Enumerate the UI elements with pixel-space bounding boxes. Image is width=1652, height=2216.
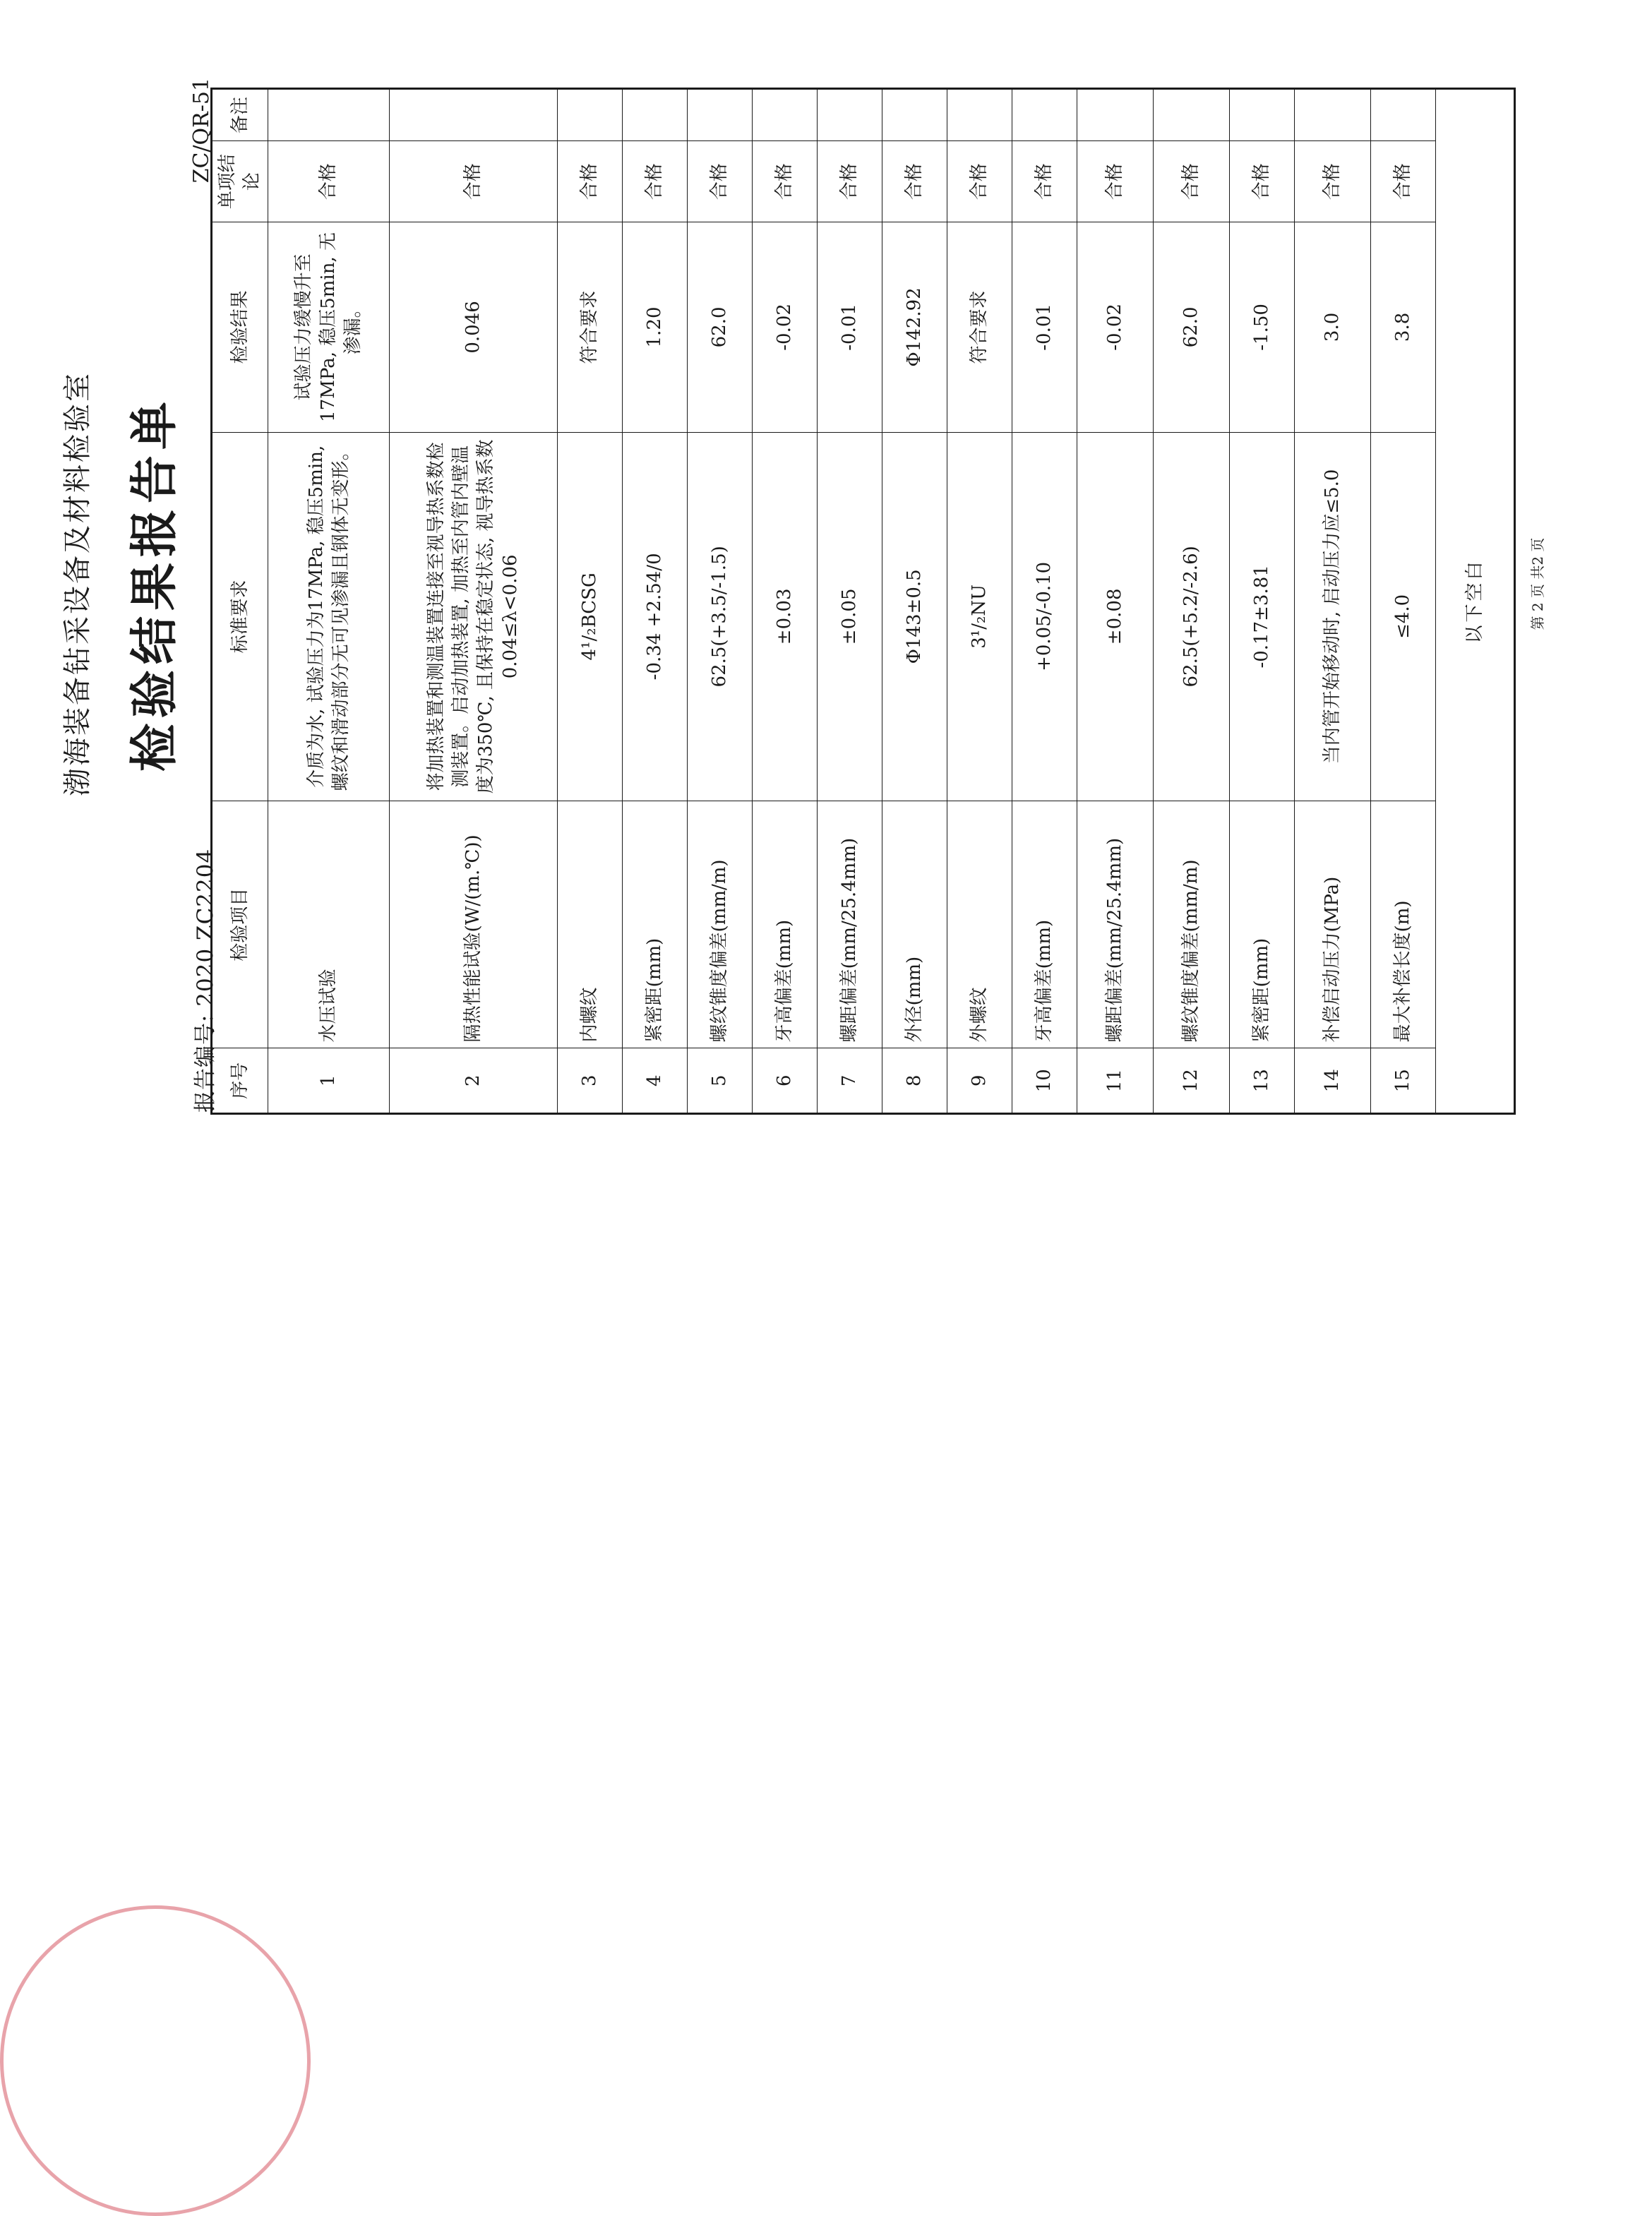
row-conclusion: 合格 xyxy=(818,141,882,222)
form-code: ZC/QR-51 xyxy=(189,78,214,184)
row-remark xyxy=(947,89,1012,141)
row-conclusion: 合格 xyxy=(1371,141,1436,222)
column-header-standard: 标准要求 xyxy=(212,432,268,801)
row-item: 牙高偏差(mm) xyxy=(753,801,818,1048)
row-remark xyxy=(818,89,882,141)
row-item: 螺距偏差(mm/25.4mm) xyxy=(1077,801,1154,1048)
row-standard: ≤4.0 xyxy=(1371,432,1436,801)
row-standard: ±0.08 xyxy=(1077,432,1154,801)
table-row xyxy=(268,89,390,1114)
row-remark xyxy=(1154,89,1230,141)
row-seq: 7 xyxy=(818,1048,882,1114)
row-seq: 11 xyxy=(1077,1048,1154,1114)
official-seal-stamp xyxy=(0,1905,311,2216)
row-conclusion: 合格 xyxy=(1154,141,1230,222)
column-header-result: 检验结果 xyxy=(212,222,268,433)
row-result: 3.8 xyxy=(1371,222,1436,433)
row-conclusion: 合格 xyxy=(268,141,390,222)
row-seq: 5 xyxy=(688,1048,753,1114)
row-remark xyxy=(1077,89,1154,141)
row-result: Φ142.92 xyxy=(882,222,947,433)
row-remark xyxy=(390,89,558,141)
row-remark xyxy=(1295,89,1371,141)
row-result: 1.20 xyxy=(623,222,688,433)
row-item: 螺纹锥度偏差(mm/m) xyxy=(1154,801,1230,1048)
row-seq: 1 xyxy=(268,1048,390,1114)
row-seq: 2 xyxy=(390,1048,558,1114)
row-remark xyxy=(558,89,623,141)
row-seq: 15 xyxy=(1371,1048,1436,1114)
column-header-item: 检验项目 xyxy=(212,801,268,1048)
row-standard: 4¹/₂BCSG xyxy=(558,432,623,801)
row-conclusion: 合格 xyxy=(753,141,818,222)
table-row xyxy=(1295,89,1371,1114)
column-header-conclusion: 单项结论 xyxy=(212,141,268,222)
row-item: 紧密距(mm) xyxy=(623,801,688,1048)
row-remark xyxy=(753,89,818,141)
table-header-row xyxy=(212,89,268,1114)
row-conclusion: 合格 xyxy=(1295,141,1371,222)
row-standard: 将加热装置和测温装置连接至视导热系数检测装置。启动加热装置, 加热至内管内壁温度为350℃, 且保持在稳定状态, 视导热系数0.04≤λ<0.06 xyxy=(390,432,558,801)
row-result: 符合要求 xyxy=(947,222,1012,433)
report-number: 报告编号: 2020 ZC2204 xyxy=(193,848,218,1113)
table-row xyxy=(1012,89,1077,1114)
row-item: 隔热性能试验(W/(m.℃)) xyxy=(390,801,558,1048)
blank-below-note: 以下空白 xyxy=(1436,89,1515,1114)
table-row xyxy=(1154,89,1230,1114)
row-standard: ±0.03 xyxy=(753,432,818,801)
row-seq: 9 xyxy=(947,1048,1012,1114)
results-table xyxy=(210,88,1516,1115)
row-result: 试验压力缓慢升至17MPa, 稳压5min, 无渗漏。 xyxy=(268,222,390,433)
row-remark xyxy=(1230,89,1295,141)
row-item: 紧密距(mm) xyxy=(1230,801,1295,1048)
row-result: -0.02 xyxy=(753,222,818,433)
row-item: 外径(mm) xyxy=(882,801,947,1048)
row-standard: +0.05/-0.10 xyxy=(1012,432,1077,801)
table-row xyxy=(753,89,818,1114)
row-result: -1.50 xyxy=(1230,222,1295,433)
row-seq: 14 xyxy=(1295,1048,1371,1114)
row-seq: 8 xyxy=(882,1048,947,1114)
row-conclusion: 合格 xyxy=(558,141,623,222)
table-footer-row xyxy=(1436,89,1515,1114)
row-seq: 4 xyxy=(623,1048,688,1114)
row-standard: ±0.05 xyxy=(818,432,882,801)
row-remark xyxy=(1371,89,1436,141)
page-number: 第 2 页 共2 页 xyxy=(1529,537,1546,630)
table-row xyxy=(818,89,882,1114)
row-item: 外螺纹 xyxy=(947,801,1012,1048)
row-standard: 当内管开始移动时, 启动压力应≤5.0 xyxy=(1295,432,1371,801)
row-standard: 介质为水, 试验压力为17MPa, 稳压5min, 螺纹和滑动部分无可见渗漏且钢体无变形。 xyxy=(268,432,390,801)
column-header-remark: 备注 xyxy=(212,89,268,141)
row-item: 水压试验 xyxy=(268,801,390,1048)
table-row xyxy=(947,89,1012,1114)
row-result: 3.0 xyxy=(1295,222,1371,433)
row-item: 补偿启动压力(MPa) xyxy=(1295,801,1371,1048)
row-standard: 3¹/₂NU xyxy=(947,432,1012,801)
row-remark xyxy=(623,89,688,141)
row-result: 符合要求 xyxy=(558,222,623,433)
row-result: 62.0 xyxy=(688,222,753,433)
row-conclusion: 合格 xyxy=(947,141,1012,222)
table-row xyxy=(390,89,558,1114)
row-item: 螺纹锥度偏差(mm/m) xyxy=(688,801,753,1048)
table-row xyxy=(688,89,753,1114)
row-item: 螺距偏差(mm/25.4mm) xyxy=(818,801,882,1048)
table-row xyxy=(623,89,688,1114)
row-standard: 62.5(+3.5/-1.5) xyxy=(688,432,753,801)
row-result: -0.01 xyxy=(1012,222,1077,433)
row-seq: 10 xyxy=(1012,1048,1077,1114)
row-conclusion: 合格 xyxy=(1077,141,1154,222)
row-standard: 62.5(+5.2/-2.6) xyxy=(1154,432,1230,801)
table-row xyxy=(882,89,947,1114)
row-seq: 3 xyxy=(558,1048,623,1114)
row-standard: -0.17±3.81 xyxy=(1230,432,1295,801)
row-standard: -0.34 +2.54/0 xyxy=(623,432,688,801)
row-item: 牙高偏差(mm) xyxy=(1012,801,1077,1048)
row-result: -0.02 xyxy=(1077,222,1154,433)
table-row xyxy=(1371,89,1436,1114)
row-conclusion: 合格 xyxy=(623,141,688,222)
column-header-seq: 序号 xyxy=(212,1048,268,1114)
row-seq: 13 xyxy=(1230,1048,1295,1114)
table-row xyxy=(558,89,623,1114)
table-row xyxy=(1077,89,1154,1114)
organization-name: 渤海装备钻采设备及材料检验室 xyxy=(61,371,94,796)
row-conclusion: 合格 xyxy=(1230,141,1295,222)
row-remark xyxy=(688,89,753,141)
row-remark xyxy=(1012,89,1077,141)
row-remark xyxy=(882,89,947,141)
row-remark xyxy=(268,89,390,141)
row-standard: Φ143±0.5 xyxy=(882,432,947,801)
row-item: 最大补偿长度(m) xyxy=(1371,801,1436,1048)
row-conclusion: 合格 xyxy=(1012,141,1077,222)
row-item: 内螺纹 xyxy=(558,801,623,1048)
row-seq: 6 xyxy=(753,1048,818,1114)
report-title: 检验结果报告单 xyxy=(126,396,183,772)
row-conclusion: 合格 xyxy=(390,141,558,222)
row-result: 62.0 xyxy=(1154,222,1230,433)
row-result: 0.046 xyxy=(390,222,558,433)
row-result: -0.01 xyxy=(818,222,882,433)
row-conclusion: 合格 xyxy=(882,141,947,222)
row-conclusion: 合格 xyxy=(688,141,753,222)
row-seq: 12 xyxy=(1154,1048,1230,1114)
table-row xyxy=(1230,89,1295,1114)
